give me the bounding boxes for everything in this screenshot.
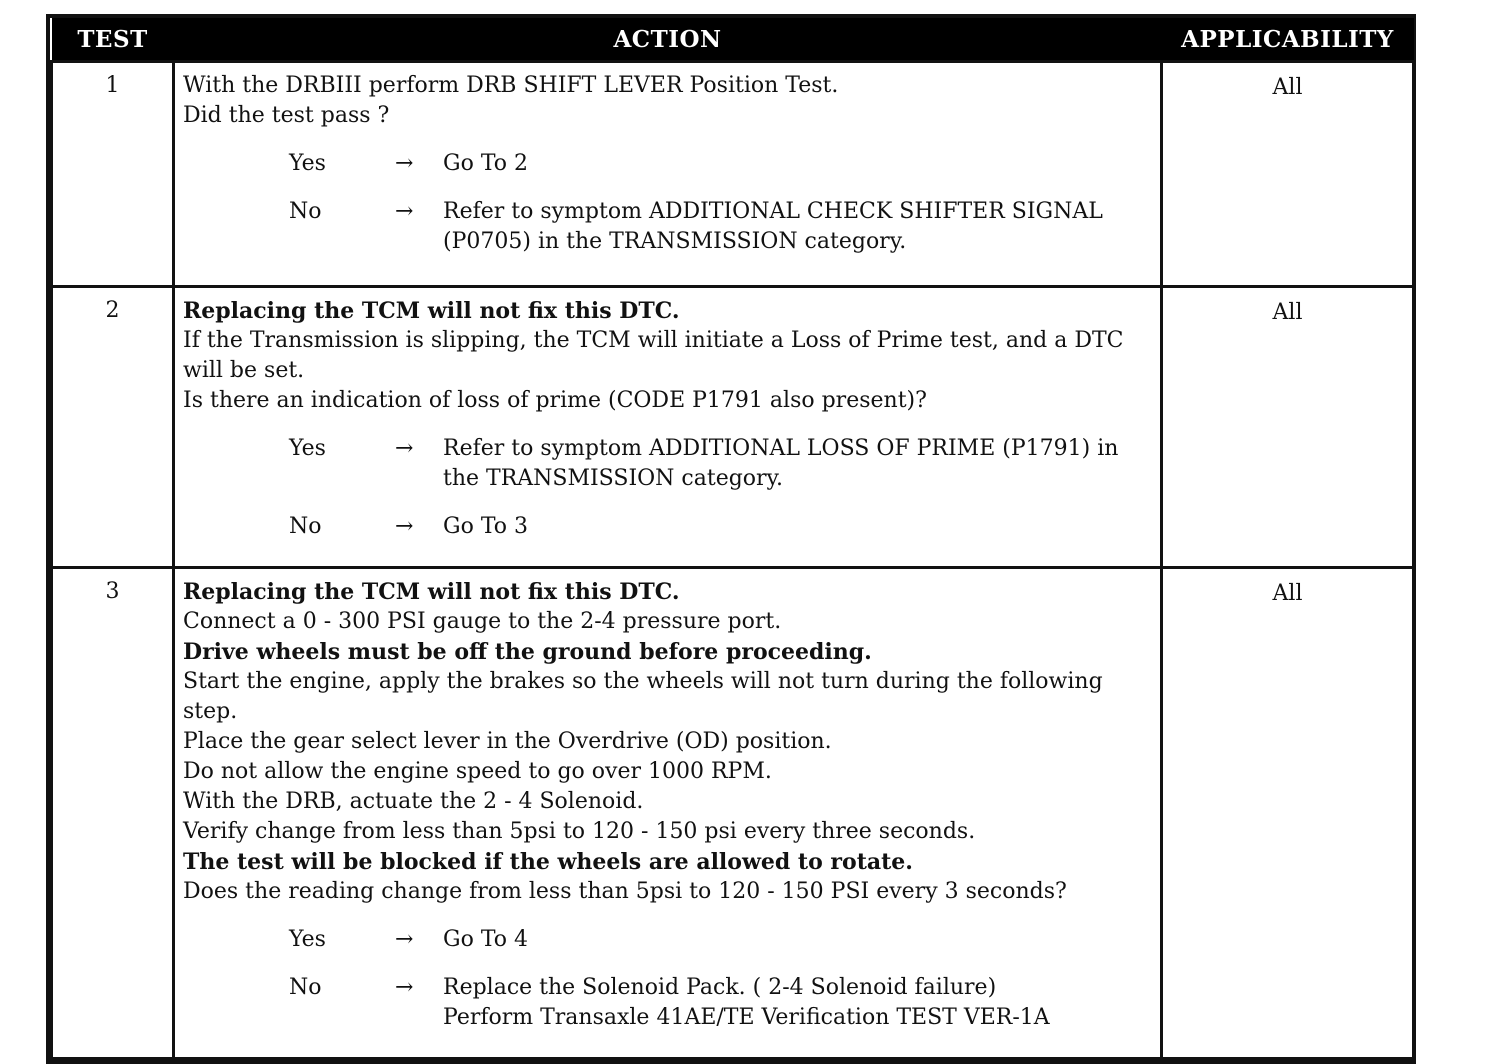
branch-result: Go To 3 — [443, 514, 529, 539]
action-text: Is there an indication of loss of prime (CODE P1791 also present)? — [183, 388, 927, 413]
branch-label: No — [289, 199, 322, 224]
action-warning-text: Replacing the TCM will not fix this DTC. — [183, 579, 680, 605]
header-row — [52, 18, 1414, 62]
header-applicability: APPLICABILITY — [1162, 18, 1414, 62]
branch-no — [183, 973, 1154, 1033]
arrow-right-icon: → — [395, 514, 414, 539]
branch-result: Go To 2 — [443, 151, 529, 176]
applicability-cell: All — [1162, 568, 1414, 1059]
action-cell — [174, 568, 1162, 1059]
action-text: Does the reading change from less than 5psi to 120 - 150 PSI every 3 seconds? — [183, 879, 1067, 904]
action-warning-text: Replacing the TCM will not fix this DTC. — [183, 298, 680, 324]
action-text: With the DRBIII perform DRB SHIFT LEVER Position Test. — [183, 73, 839, 98]
applicability-cell: All — [1162, 287, 1414, 568]
action-text: Do not allow the engine speed to go over 1000 RPM. — [183, 759, 772, 784]
action-text: Connect a 0 - 300 PSI gauge to the 2-4 pressure port. — [183, 609, 782, 634]
action-text: Verify change from less than 5psi to 120 - 150 psi every three seconds. — [183, 819, 976, 844]
header-action: ACTION — [174, 18, 1162, 62]
action-text: Start the engine, apply the brakes so the wheels will not turn during the following step. — [183, 669, 1103, 724]
test-number: 1 — [52, 62, 174, 287]
header-test: TEST — [52, 18, 174, 62]
branch-yes — [183, 925, 1154, 955]
table-row — [52, 568, 1414, 1059]
applicability-cell: All — [1162, 62, 1414, 287]
diagnostic-table-sheet — [46, 14, 1416, 1064]
diagnostic-table — [50, 18, 1415, 1060]
branch-result: Refer to symptom ADDITIONAL LOSS OF PRIME (P1791) in the TRANSMISSION category. — [443, 436, 1119, 491]
action-text: Did the test pass ? — [183, 103, 390, 128]
table-body — [52, 62, 1414, 1059]
branch-label: No — [289, 975, 322, 1000]
arrow-right-icon: → — [395, 436, 414, 461]
action-text: Place the gear select lever in the Overdrive (OD) position. — [183, 729, 832, 754]
arrow-right-icon: → — [395, 927, 414, 952]
action-cell — [174, 62, 1162, 287]
branch-no — [183, 512, 1154, 542]
branch-result: Refer to symptom ADDITIONAL CHECK SHIFTER SIGNAL (P0705) in the TRANSMISSION category. — [443, 199, 1103, 254]
branch-label: Yes — [289, 151, 326, 176]
action-warning-text: The test will be blocked if the wheels are allowed to rotate. — [183, 849, 913, 875]
arrow-right-icon: → — [395, 151, 414, 176]
table-row — [52, 62, 1414, 287]
test-number: 3 — [52, 568, 174, 1059]
branch-yes — [183, 149, 1154, 179]
branch-label: No — [289, 514, 322, 539]
action-cell — [174, 287, 1162, 568]
table-row — [52, 287, 1414, 568]
branch-yes — [183, 434, 1154, 494]
test-number: 2 — [52, 287, 174, 568]
action-text: With the DRB, actuate the 2 - 4 Solenoid. — [183, 789, 644, 814]
branch-result: Go To 4 — [443, 927, 529, 952]
branch-no — [183, 197, 1154, 257]
branch-label: Yes — [289, 436, 326, 461]
branch-result: Replace the Solenoid Pack. ( 2-4 Solenoid failure) Perform Transaxle 41AE/TE Verification TEST VER-1A — [443, 975, 1050, 1030]
action-text: If the Transmission is slipping, the TCM will initiate a Loss of Prime test, and a DTC will be set. — [183, 328, 1124, 383]
action-warning-text: Drive wheels must be off the ground before proceeding. — [183, 639, 872, 665]
arrow-right-icon: → — [395, 975, 414, 1000]
arrow-right-icon: → — [395, 199, 414, 224]
branch-label: Yes — [289, 927, 326, 952]
